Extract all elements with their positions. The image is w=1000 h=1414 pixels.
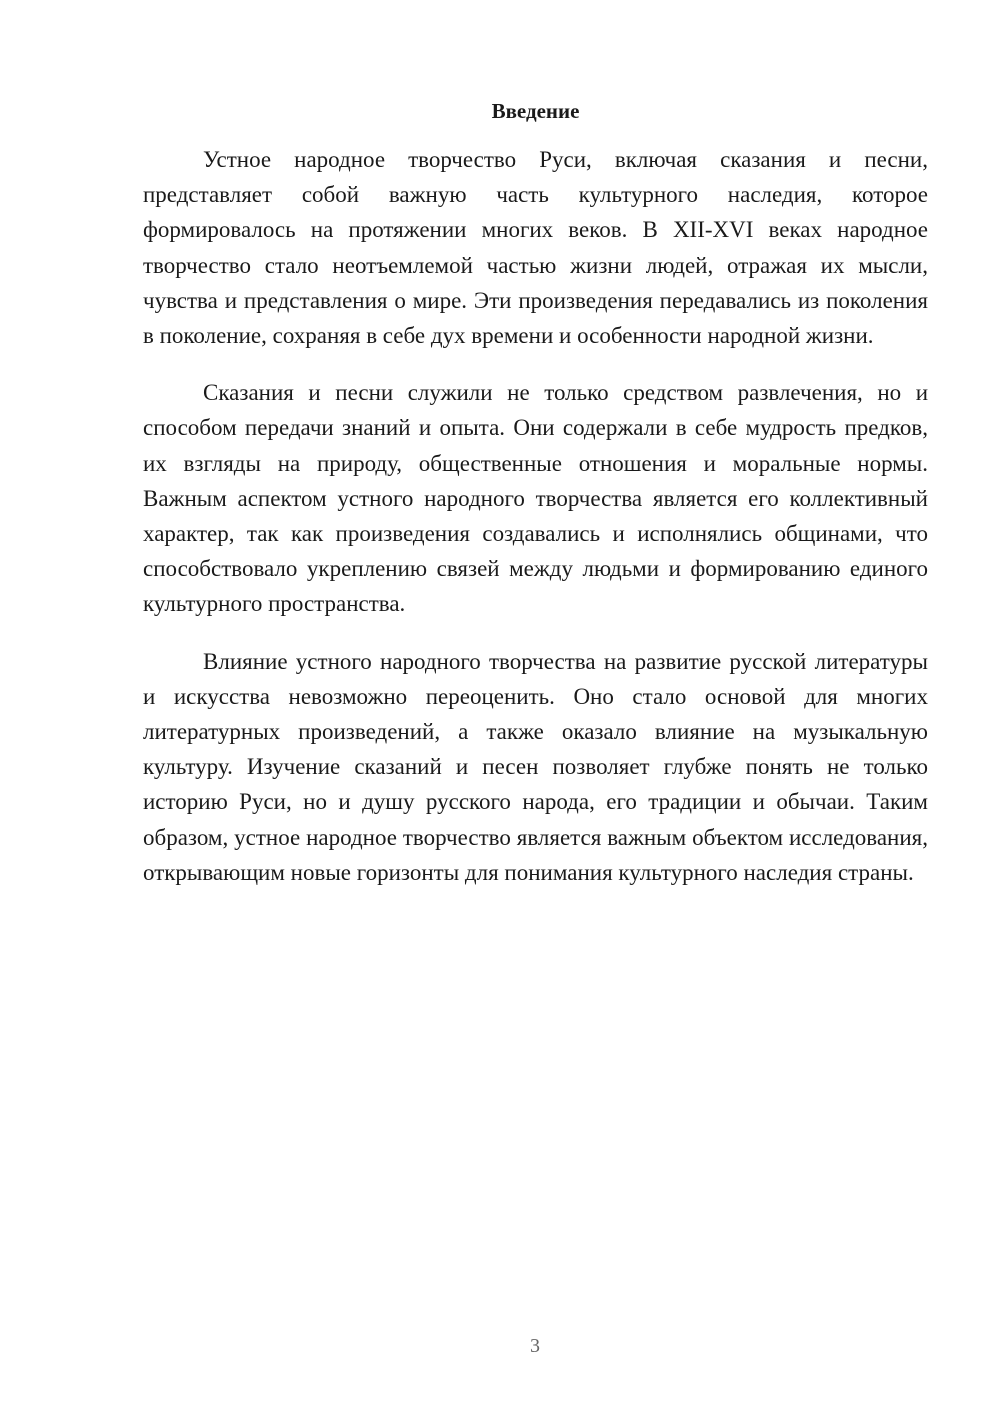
paragraph-1: Устное народное творчество Руси, включая сказания и песни, представляет собой важную часть культурного наследия, которое формировалось на протяжении многих веков. В XII-XVI веках народное творчество стало неотъемлемой частью жизни людей, отражая их мысли, чувства и представления о мире. Эти произведения передавались из поколения в поколение, сохраняя в себе дух времени и особенности народной жизни. xyxy=(143,147,928,349)
page-number: 3 xyxy=(530,1335,540,1357)
paragraph-2: Сказания и песни служили не только средством развлечения, но и способом передачи знаний и опыта. Они содержали в себе мудрость предков, их взгляды на природу, общественные отношения и моральные нормы. Важным аспектом устного народного творчества является его коллективный характер, так как произведения создавались и исполнялись общинами, что способствовало укреплению связей между людьми и формированию единого культурного пространства. xyxy=(143,380,928,617)
body-text xyxy=(143,142,928,890)
paragraph-3: Влияние устного народного творчества на развитие русской литературы и искусства невозможно переоценить. Оно стало основой для многих литературных произведений, а также оказало влияние на музыкальную культуру. Изучение сказаний и песен позволяет глубже понять не только историю Руси, но и душу русского народа, его традиции и обычаи. Таким образом, устное народное творчество является важным объектом исследования, открывающим новые горизонты для понимания культурного наследия страны. xyxy=(143,648,928,885)
section-title: Введение xyxy=(491,99,580,123)
